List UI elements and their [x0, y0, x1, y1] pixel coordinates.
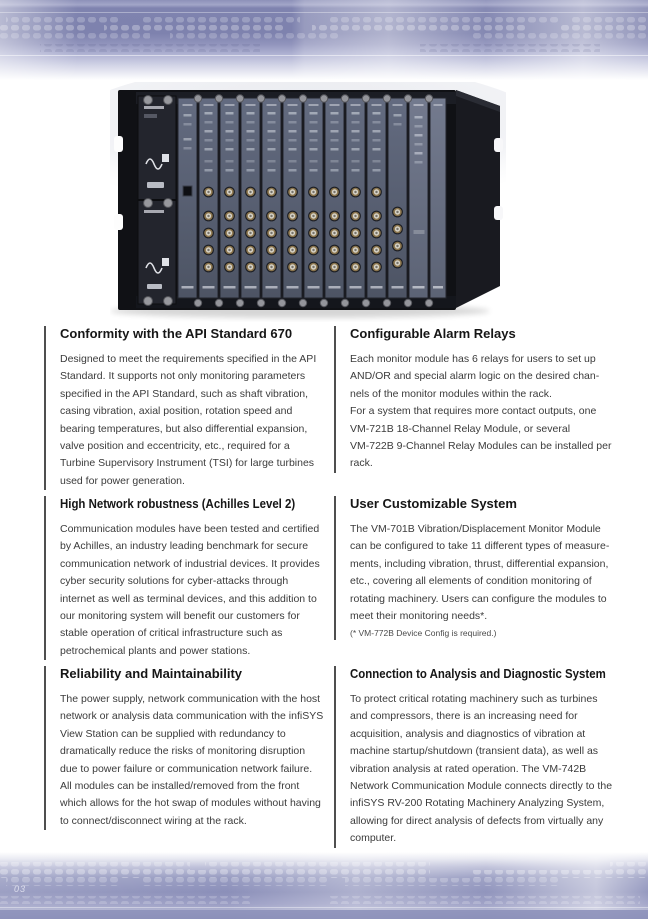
text-line: our monitoring system will benefit our customers for: [60, 610, 300, 623]
text-line: All modules can be installed/removed from the front: [60, 780, 300, 793]
partial-monitor-module: [388, 98, 407, 298]
text-line: Network Communication Module connects directly to the: [350, 780, 613, 793]
section-body: [60, 691, 326, 830]
text-line: petrochemical plants and power stations.: [60, 644, 251, 657]
communication-module: [178, 98, 197, 298]
text-line: specified in the API Standard, such as shaft vibration,: [60, 387, 309, 400]
header-band-decoration: [0, 0, 648, 80]
section-body: [60, 351, 326, 490]
text-line: bearing temperatures, but also differential expansion,: [60, 422, 308, 435]
text-line: etc., covering all elements of condition monitoring of: [350, 575, 592, 588]
text-line: nels of the monitor modules within the rack.: [350, 387, 552, 400]
section-user-customizable: [334, 496, 616, 640]
section-title: Reliability and Maintainability: [60, 666, 243, 681]
section-body: [60, 521, 326, 660]
text-line: rotating machinery. Users can configure the modules to: [350, 592, 607, 605]
text-line: casing vibration, axial position, rotation speed and: [60, 405, 293, 418]
section-title: Conformity with the API Standard 670: [60, 326, 293, 341]
text-line: View Station can be supplied with redundancy to: [60, 727, 286, 740]
text-line: To protect critical rotating machinery such as turbines: [350, 693, 598, 705]
text-line: internet as well as terminal devices, and this addition to: [60, 592, 317, 605]
section-title: Configurable Alarm Relays: [350, 326, 516, 341]
text-line: due to power failure or communication network failure.: [60, 762, 313, 775]
text-line: VM-721B 18-Channel Relay Module, or several: [350, 422, 571, 435]
text-line: machine startup/shutdown (transient data), as well as: [350, 745, 599, 758]
text-line: which allows for the hot swap of modules without having: [60, 797, 321, 810]
text-line: valve position and eccentricity, etc., required for a: [60, 440, 290, 453]
text-line: The VM-701B Vibration/Displacement Monitor Module: [350, 523, 601, 535]
section-network-robustness: [44, 496, 326, 660]
text-line: allowing for direct analysis of defects from virtually any: [350, 814, 604, 827]
blank-panel: [430, 98, 446, 298]
section-title: High Network robustness (Achilles Level 2): [60, 496, 296, 511]
section-body: [350, 351, 616, 473]
section-reliability: [44, 666, 326, 830]
text-line: Each monitor module has 6 relays for users to set up: [350, 353, 596, 365]
section-api-standard: [44, 326, 326, 490]
text-line: stable operation of critical infrastructure such as: [60, 627, 283, 640]
relay-module: [409, 98, 428, 298]
section-body: [350, 521, 616, 625]
text-line: ments, including vibration, thrust, differential expansion,: [350, 557, 609, 570]
text-line: Designed to meet the requirements specified in the API: [60, 353, 317, 365]
text-line: VM-722B 9-Channel Relay Modules can be installed per: [350, 440, 612, 453]
text-line: by Achilles, an industry leading benchmark for secure: [60, 540, 309, 553]
page-number: 03: [14, 884, 27, 894]
text-line: and compressors, there is an increasing need for: [350, 710, 578, 723]
text-line: The power supply, network communication with the host: [60, 693, 321, 705]
section-footnote: (* VM-772B Device Config is required.): [350, 628, 497, 639]
section-title: Connection to Analysis and Diagnostic System: [350, 666, 606, 681]
text-line: Turbine Supervisory Instrument (TSI) for large turbines: [60, 457, 315, 470]
text-line: communication network of industrial devices. It provides: [60, 557, 320, 570]
power-module: [138, 96, 176, 306]
section-body: [350, 691, 616, 848]
text-line: used for power generation.: [60, 474, 185, 487]
text-line: vibration analysis at rated operation. The VM-742B: [350, 762, 587, 775]
text-line: Communication modules have been tested and certified: [60, 523, 320, 535]
text-line: computer.: [350, 832, 397, 845]
footer-band-decoration: [0, 852, 648, 919]
text-line: can be configured to take 11 different types of measure-: [350, 540, 610, 553]
text-line: Standard. It supports not only monitoring parameters: [60, 370, 306, 383]
product-photo: [110, 82, 506, 322]
section-title: User Customizable System: [350, 496, 517, 511]
section-alarm-relays: [334, 326, 616, 473]
text-line: to connect/disconnect wiring at the rack.: [60, 814, 247, 827]
text-line: For a system that requires more contact outputs, one: [350, 405, 597, 418]
text-line: meet their monitoring needs*.: [350, 610, 488, 623]
text-line: AND/OR and special alarm logic on the desired chan-: [350, 370, 600, 383]
text-line: infiSYS RV-200 Rotating Machinery Analyzing System,: [350, 797, 605, 810]
section-analysis-connection: [334, 666, 616, 848]
text-line: acquisition, analysis and diagnostics of vibration at: [350, 727, 586, 740]
text-line: cyber security solutions for cyber-attacks through: [60, 575, 289, 588]
text-line: rack.: [350, 457, 373, 470]
text-line: network or analysis data communication with the infiSYS: [60, 710, 324, 723]
text-line: dramatically reduce the risks of monitoring disruption: [60, 745, 306, 758]
